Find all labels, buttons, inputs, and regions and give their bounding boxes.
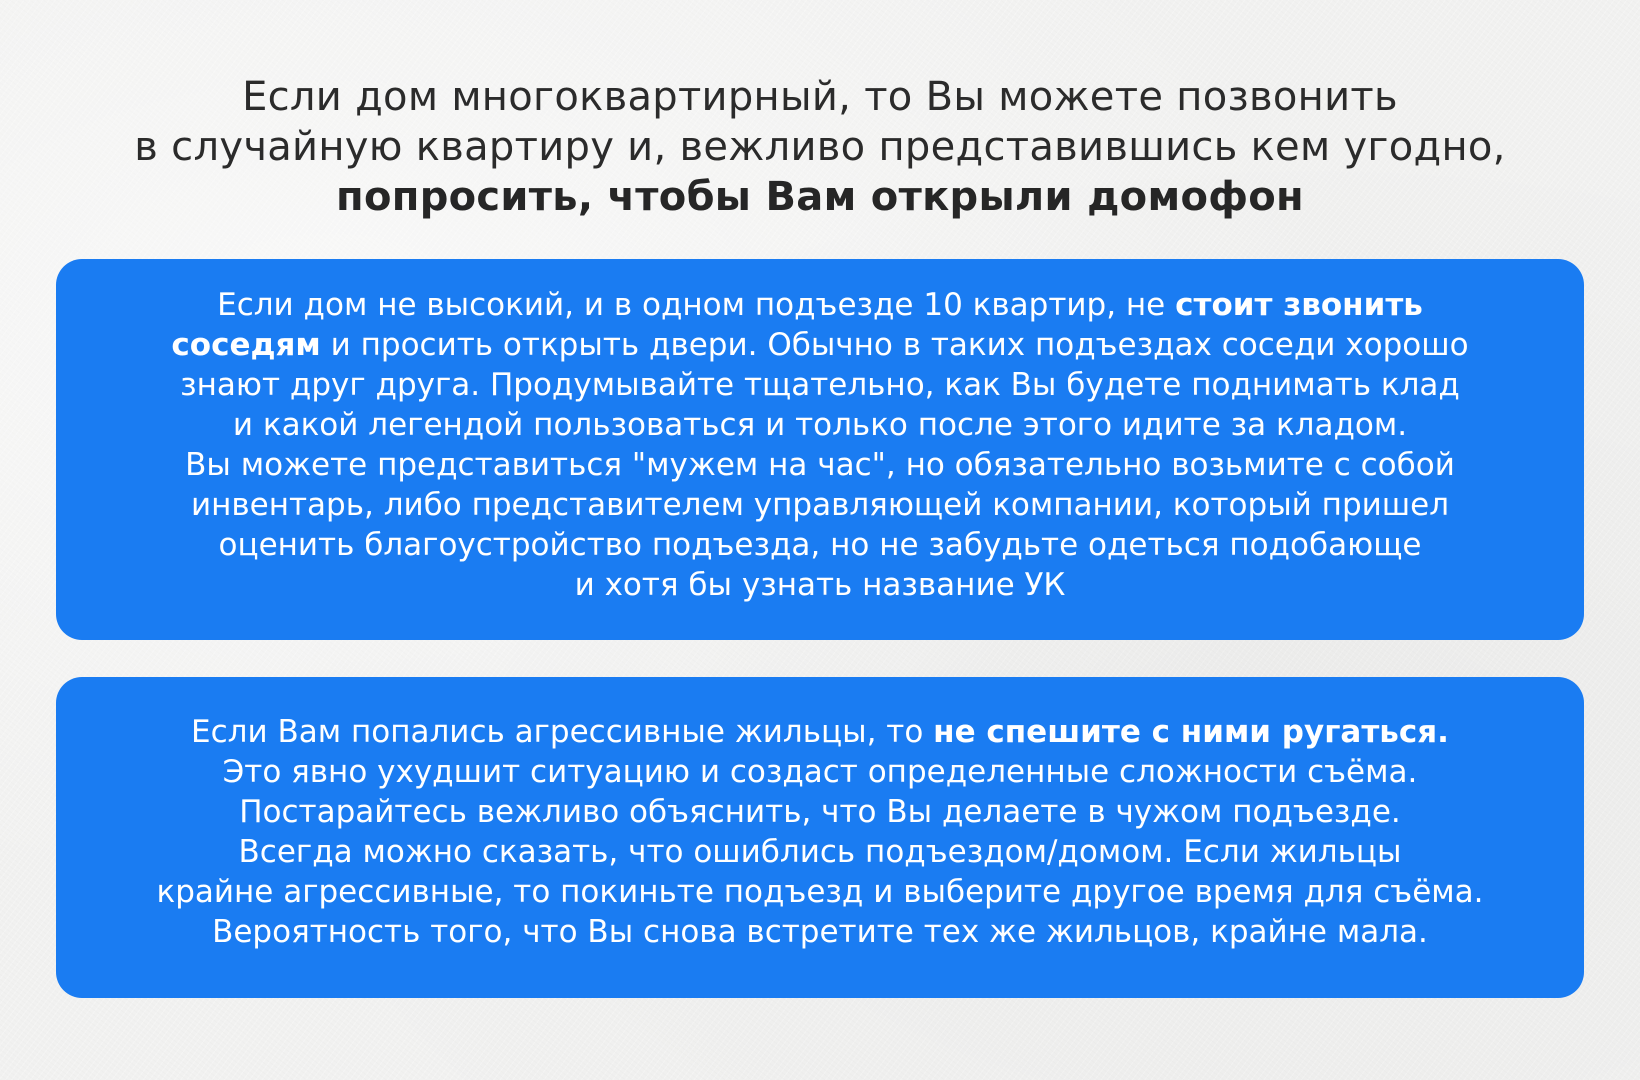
card2-line-5: крайне агрессивные, то покиньте подъезд и выберите другое время для съёма. [156, 874, 1484, 910]
card2-line-6: Вероятность того, что Вы снова встретите тех же жильцов, крайне мала. [212, 914, 1428, 950]
page-heading [20, 72, 1620, 222]
heading-line-3-bold: попросить, чтобы Вам открыли домофон [336, 174, 1304, 220]
card2-line-1-text: Если Вам попались агрессивные жильцы, то [191, 714, 934, 750]
heading-line-1: Если дом многоквартирный, то Вы можете позвонить [242, 74, 1398, 120]
card1-line-2 [56, 325, 1584, 365]
card2-line-4: Всегда можно сказать, что ошиблись подъездом/домом. Если жильцы [238, 834, 1402, 870]
info-card-aggressive-residents [56, 677, 1584, 998]
card1-line-3: знают друг друга. Продумывайте тщательно, как Вы будете поднимать клад [180, 367, 1460, 403]
card1-line-1-text: Если дом не высокий, и в одном подъезде 10 квартир, не [217, 287, 1176, 323]
card1-line-8: и хотя бы узнать название УК [574, 567, 1066, 603]
card1-line-1 [56, 285, 1584, 325]
card2-line-1-bold: не спешите с ними ругаться. [933, 714, 1449, 750]
info-card-neighbors [56, 259, 1584, 640]
card1-line-6: инвентарь, либо представителем управляющей компании, который пришел [190, 487, 1450, 523]
card1-line-2-bold: соседям [171, 327, 321, 363]
card2-line-3: Постарайтесь вежливо объяснить, что Вы делаете в чужом подъезде. [239, 794, 1401, 830]
card1-line-4: и какой легендой пользоваться и только после этого идите за кладом. [232, 407, 1408, 443]
card2-line-1 [56, 712, 1584, 752]
card1-line-7: оценить благоустройство подъезда, но не забудьте одеться подобающе [218, 527, 1422, 563]
card2-line-2: Это явно ухудшит ситуацию и создаст определенные сложности съёма. [222, 754, 1418, 790]
card1-line-2-text: и просить открыть двери. Обычно в таких подъездах соседи хорошо [320, 327, 1469, 363]
card1-line-1-bold: стоит звонить [1175, 287, 1423, 323]
card1-line-5: Вы можете представиться "мужем на час", но обязательно возьмите с собой [185, 447, 1455, 483]
heading-line-2: в случайную квартиру и, вежливо представившись кем угодно, [134, 124, 1506, 170]
